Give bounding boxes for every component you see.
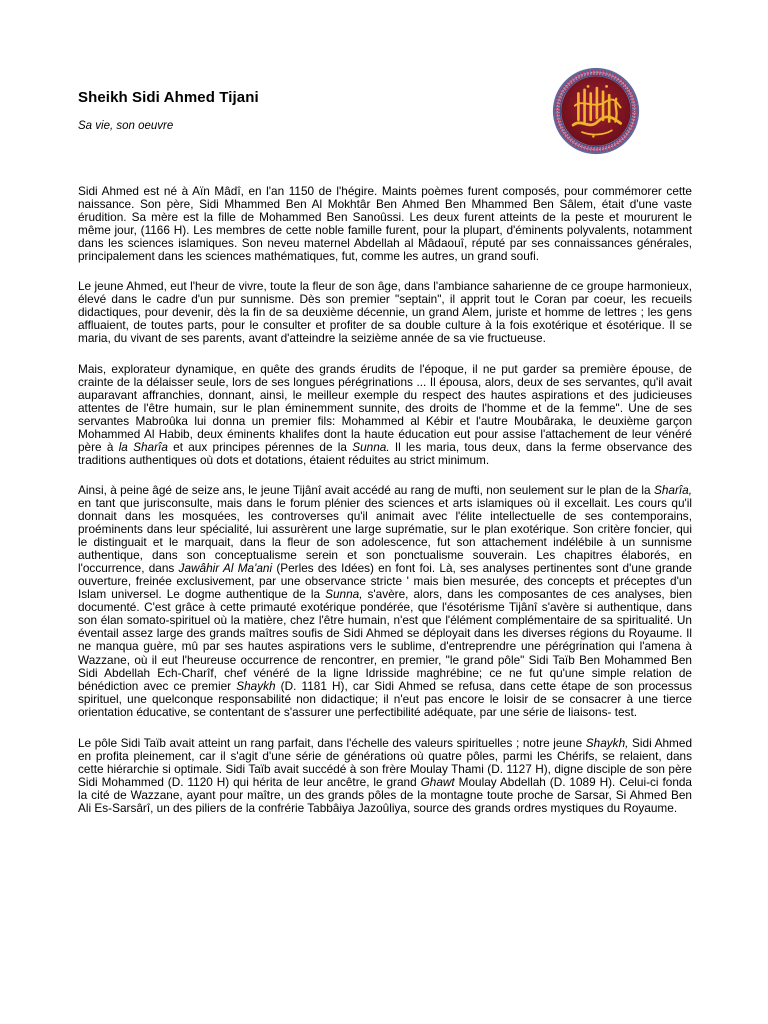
paragraph-4: Ainsi, à peine âgé de seize ans, le jeune Tijânî avait accédé au rang de mufti, non seulement sur le plan de la Sharîa, en tant que jurisconsulte, mais dans le forum plénier des sciences et arts islamiques où il excellait. Les cours qu'il donnait dans les mosquées, les controverses qu'il animait avec l'élite intellectuelle de ses contemporains, proéminents dans leur spécialité, lui assurèrent une large suprématie, sur le plan exotérique. Son critère foncier, qui le distinguait et le marquait, dans la fleur de son adolescence, fut son attachement indélébile à un sunnisme authentique, dans son conceptualisme serein et son ponctualisme souverain. Les chapitres élaborés, en l'occurrence, dans Jawâhir Al Ma'ani (Perles des Idées) en font foi. Là, ses analyses pertinentes sont d'une grande ouverture, freinée exclusivement, par une observance stricte ' mais bien mesurée, des concepts et préceptes d'un Islam universel. Le dogme authentique de la Sunna, s'avère, alors, dans les composantes de ces analyses, bien documenté. C'est grâce à cette primauté exotérique pondérée, que l'ésotérisme Tijânî s'avère si authentique, dans son élan somato-spirituel où la matière, chez l'être humain, n'est que l'élément complémentaire de sa spiritualité. Un éventail assez large des grands maîtres soufis de Sidi Ahmed se déployait dans les diverses régions du Royaume. Il ne manqua guère, mû par ses hautes aspirations vers le sublime, d'entreprendre une pérégrination qui l'amena à Wazzane, où il eut l'heureuse occurrence de rencontrer, en premier, "le grand pôle" Sidi Taïb Ben Mohammed Ben Sidi Abdellah Ech-Charîf, chef vénéré de la ligne Idrisside maghrébine; ce ne fut qu'une simple relation de bénédiction avec ce premier Shaykh (D. 1181 H), car Sidi Ahmed se refusa, dans cette étape de son processus spirituel, une quelconque responsabilité non didactique; il n'eut pas encore le loisir de se consacrer à une tierce orientation éducative, se contentant de s'assurer une perfectibilité adéquate, par une série de liaisons- test. [78, 482, 693, 719]
paragraph-2: Le jeune Ahmed, eut l'heur de vivre, toute la fleur de son âge, dans l'ambiance saharienne de ce groupe harmonieux, élevé dans le cadre d'un pur sunnisme. Dès son premier "septain", il apprit tout le Coran par coeur, les recueils didactiques, pour devenir, dès la fin de sa deuxième décennie, un grand Alem, juriste et homme de lettres ; les gens affluaient, de toutes parts, pour le consulter et profiter de sa double culture à la fois exotérique et ésotérique. Il se maria, du vivant de ses parents, avant d'atteindre la seizième année de sa vie fructueuse. [78, 279, 692, 346]
calligraphy-seal-emblem [552, 67, 640, 155]
paragraph-3: Mais, explorateur dynamique, en quête des grands érudits de l'époque, il ne put garder sa première épouse, de crainte de la délaisser seule, lors de ses longues pérégrinations ... Il épousa, alors, deux de ses servantes, qu'il avait auparavant affranchies, donnant, ainsi, le meilleur exemple du respect des hautes aspirations et des judicieuses attentes de l'être humain, sur le plan éminemment sunnite, des droits de l'homme et de la femme". Une de ses servantes Mabroûka lui donna un premier fils: Mohammed al Kébir et l'autre Moubâraka, le deuxième garçon Mohammed Al Habib, deux éminents khalifes dont la haute éducation eut pour assise l'attachement de leur vénéré père à la Sharîa et aux principes pérennes de la Sunna. Il les maria, tous deux, dans la ferme observance des traditions authentiques où dots et dotations, étaient réduites au strict minimum. [78, 361, 692, 467]
document-title: Sheikh Sidi Ahmed Tijani [78, 89, 259, 106]
paragraph-5: Le pôle Sidi Taïb avait atteint un rang parfait, dans l'échelle des valeurs spirituelles ; notre jeune Shaykh, Sidi Ahmed en profita pleinement, car il s'agit d'une série de générations où quatre pôles, parmi les Chérifs, se relaient, dans cette hiérarchie si optimale. Sidi Taïb avait succédé à son frère Moulay Thami (D. 1127 H), digne disciple de son père Sidi Mohammed (D. 1120 H) qui hérita de leur ancêtre, le grand Ghawt Moulay Abdellah (D. 1089 H). Celui-ci fonda la cité de Wazzane, ayant pour maître, un des grands pôles de la montagne toute proche de Sarsar, Si Ahmed Ben Ali Es-Sarsârî, un des piliers de la confrérie Tabbâiya Jazoûliya, source des grands ordres mystiques du Royaume. [78, 735, 693, 815]
document-body [78, 185, 692, 832]
paragraph-1: Sidi Ahmed est né à Aïn Mâdî, en l'an 1150 de l'hégire. Maints poèmes furent composés, pour commémorer cette naissance. Son père, Sidi Mhammed Ben Al Mokhtâr Ben Ahmed Ben Mhammed Ben Sâlem, était d'une vaste érudition. Sa mère est la fille de Mohammed Ben Sanoûssi. Les deux furent atteints de la peste et moururent le même jour, (1166 H). Les membres de cette noble famille furent, pour la plupart, d'éminents polyvalents, notamment dans les sciences islamiques. Son neveu maternel Abdellah al Mâdaouî, réputé par ses connaissances générales, principalement dans les sciences mathématiques, fut, comme les autres, un grand soufi. [78, 184, 692, 264]
document-subtitle: Sa vie, son oeuvre [78, 120, 174, 132]
